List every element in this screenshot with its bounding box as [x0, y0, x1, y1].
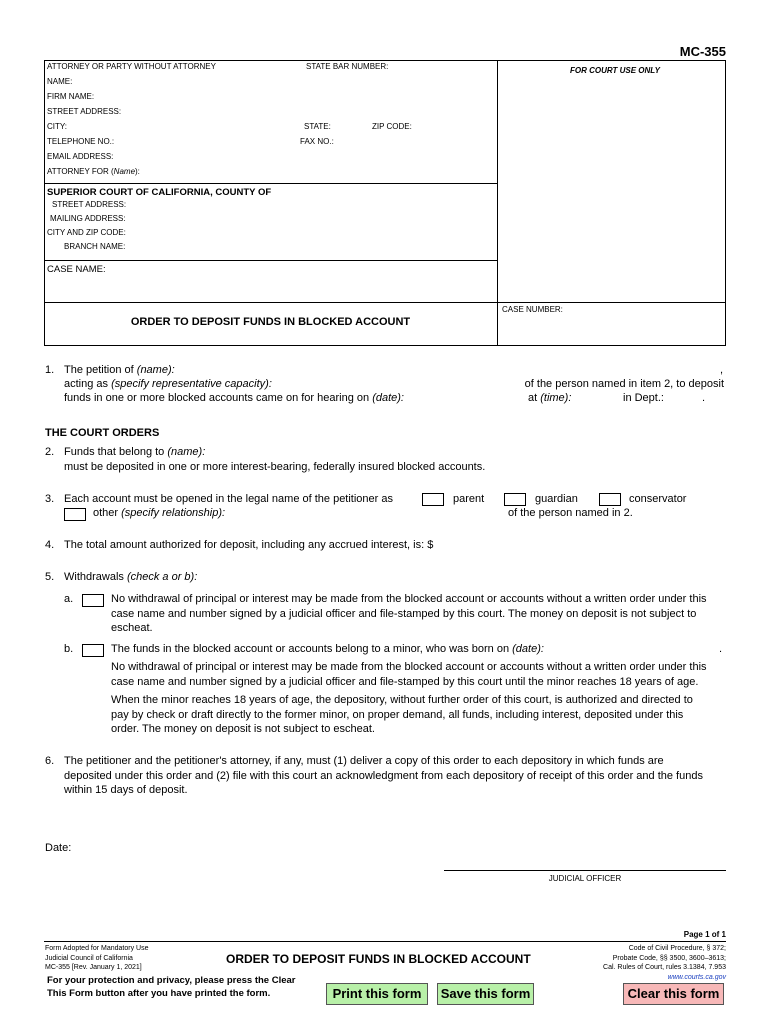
- item2-line1: Funds that belong to (name):: [64, 446, 206, 458]
- court-mailing-label: MAILING ADDRESS:: [50, 214, 126, 223]
- state-bar-label: STATE BAR NUMBER:: [306, 62, 389, 71]
- item1-number: 1.: [45, 364, 55, 376]
- footer-title: ORDER TO DEPOSIT FUNDS IN BLOCKED ACCOUNT: [226, 952, 531, 966]
- conservator-checkbox[interactable]: [599, 493, 621, 506]
- courts-link[interactable]: www.courts.ca.gov: [667, 973, 726, 981]
- item1-line1: The petition of (name):: [64, 364, 175, 376]
- attorney-court-divider: [44, 183, 497, 184]
- item4-text: The total amount authorized for deposit, including any accrued interest, is: $: [64, 539, 434, 551]
- fax-label: FAX NO.:: [300, 137, 334, 146]
- parent-label: parent: [453, 493, 485, 505]
- item3-number: 3.: [45, 493, 55, 505]
- name-label: NAME:: [47, 77, 73, 86]
- case-title-divider: [44, 302, 726, 303]
- telephone-label: TELEPHONE NO.:: [47, 137, 115, 146]
- firm-name-label: FIRM NAME:: [47, 92, 95, 101]
- case-number-label: CASE NUMBER:: [502, 305, 563, 314]
- item3-line1: Each account must be opened in the legal name of the petitioner as: [64, 493, 393, 505]
- item2-line2: must be deposited in one or more interest-bearing, federally insured blocked accounts.: [64, 461, 486, 473]
- item6-number: 6.: [45, 755, 55, 767]
- zip-label: ZIP CODE:: [372, 122, 412, 131]
- item4-number: 4.: [45, 539, 55, 551]
- item1-at-time: at (time):: [528, 392, 572, 404]
- conservator-label: conservator: [629, 493, 687, 505]
- item1-period: .: [702, 392, 706, 404]
- item5b-label: b.: [64, 643, 74, 655]
- street-address-label: STREET ADDRESS:: [47, 107, 122, 116]
- judicial-officer-label: JUDICIAL OFFICER: [548, 874, 622, 883]
- caption-divider: [497, 60, 498, 346]
- guardian-checkbox[interactable]: [504, 493, 526, 506]
- item1-line2-right: of the person named in item 2, to deposit: [524, 378, 724, 390]
- other-checkbox[interactable]: [64, 508, 86, 521]
- footer-rule: [44, 941, 726, 942]
- case-name-label: CASE NAME:: [47, 264, 106, 275]
- email-label: EMAIL ADDRESS:: [47, 152, 114, 161]
- city-label: CITY:: [47, 122, 68, 131]
- guardian-label: guardian: [535, 493, 578, 505]
- item2-number: 2.: [45, 446, 55, 458]
- date-label: Date:: [45, 842, 72, 854]
- item5b-checkbox[interactable]: [82, 644, 104, 657]
- item6-text: The petitioner and the petitioner's attorney, if any, must (1) deliver a copy of this order to each depository in which funds are deposited under this order and (2) file with this court an acknowledgment from each depository of receipt of this order and the funds within 15 days of deposit.: [64, 755, 703, 796]
- item5a-text: No withdrawal of principal or interest may be made from the blocked account or accounts without a written order under this case name and number signed by a judicial officer and file-stamped by this court. The money on deposit is not subject to escheat.: [111, 593, 707, 634]
- form-title: ORDER TO DEPOSIT FUNDS IN BLOCKED ACCOUNT: [130, 316, 411, 328]
- state-label: STATE:: [304, 122, 331, 131]
- save-form-button[interactable]: Save this form: [437, 983, 534, 1005]
- court-use-label: FOR COURT USE ONLY: [570, 66, 660, 75]
- item1-line3: funds in one or more blocked accounts came on for hearing on (date):: [64, 392, 404, 404]
- item5b-period: .: [719, 643, 723, 655]
- signature-line: [444, 870, 726, 871]
- item5-text: Withdrawals (check a or b):: [64, 571, 198, 583]
- item5a-checkbox[interactable]: [82, 594, 104, 607]
- form-number: MC-355: [679, 44, 726, 59]
- item1-dept: in Dept.:: [623, 392, 664, 404]
- attorney-for-label: ATTORNEY FOR (Name):: [47, 167, 140, 176]
- adopted-info: Form Adopted for Mandatory Use Judicial Council of California MC-355 [Rev. January 1, 2021]: [45, 945, 149, 971]
- court-city-label: CITY AND ZIP CODE:: [47, 228, 126, 237]
- item5b-line1: The funds in the blocked account or accounts belong to a minor, who was born on (date):: [111, 643, 544, 655]
- code-citations: Code of Civil Procedure, § 372; Probate Code, §§ 3500, 3600–3613; Cal. Rules of Court, rules 3.1384, 7.953 www.courts.ca.gov: [603, 945, 726, 981]
- privacy-note: For your protection and privacy, please press the Clear This Form button after you have printed the form.: [47, 975, 296, 999]
- of-person-label: of the person named in 2.: [508, 507, 633, 519]
- attorney-label: ATTORNEY OR PARTY WITHOUT ATTORNEY: [47, 62, 216, 71]
- caption-box: [44, 60, 726, 346]
- court-orders-heading: THE COURT ORDERS: [45, 427, 160, 439]
- item1-line2: acting as (specify representative capacity):: [64, 378, 272, 390]
- item1-comma: ,: [720, 364, 724, 376]
- court-branch-label: BRANCH NAME:: [64, 242, 126, 251]
- item5b-para2: When the minor reaches 18 years of age, the depository, without further order of this court, is authorized and directed to pay by check or draft directly to the former minor, on proper demand, all funds, including interest, deposited under this order. The money on deposit is not subject to escheat.: [111, 694, 693, 735]
- court-case-divider: [44, 260, 497, 261]
- clear-form-button[interactable]: Clear this form: [623, 983, 724, 1005]
- court-title: SUPERIOR COURT OF CALIFORNIA, COUNTY OF: [47, 187, 272, 198]
- other-label: other (specify relationship):: [93, 507, 226, 519]
- item5a-label: a.: [64, 593, 74, 605]
- item5b-para1: No withdrawal of principal or interest may be made from the blocked account or accounts without a written order under this case name and number signed by a judicial officer and file-stamped by this court until the minor reaches 18 years of age.: [111, 661, 707, 688]
- page-number: Page 1 of 1: [683, 930, 726, 939]
- court-street-label: STREET ADDRESS:: [52, 200, 127, 209]
- parent-checkbox[interactable]: [422, 493, 444, 506]
- item5-number: 5.: [45, 571, 55, 583]
- print-form-button[interactable]: Print this form: [326, 983, 428, 1005]
